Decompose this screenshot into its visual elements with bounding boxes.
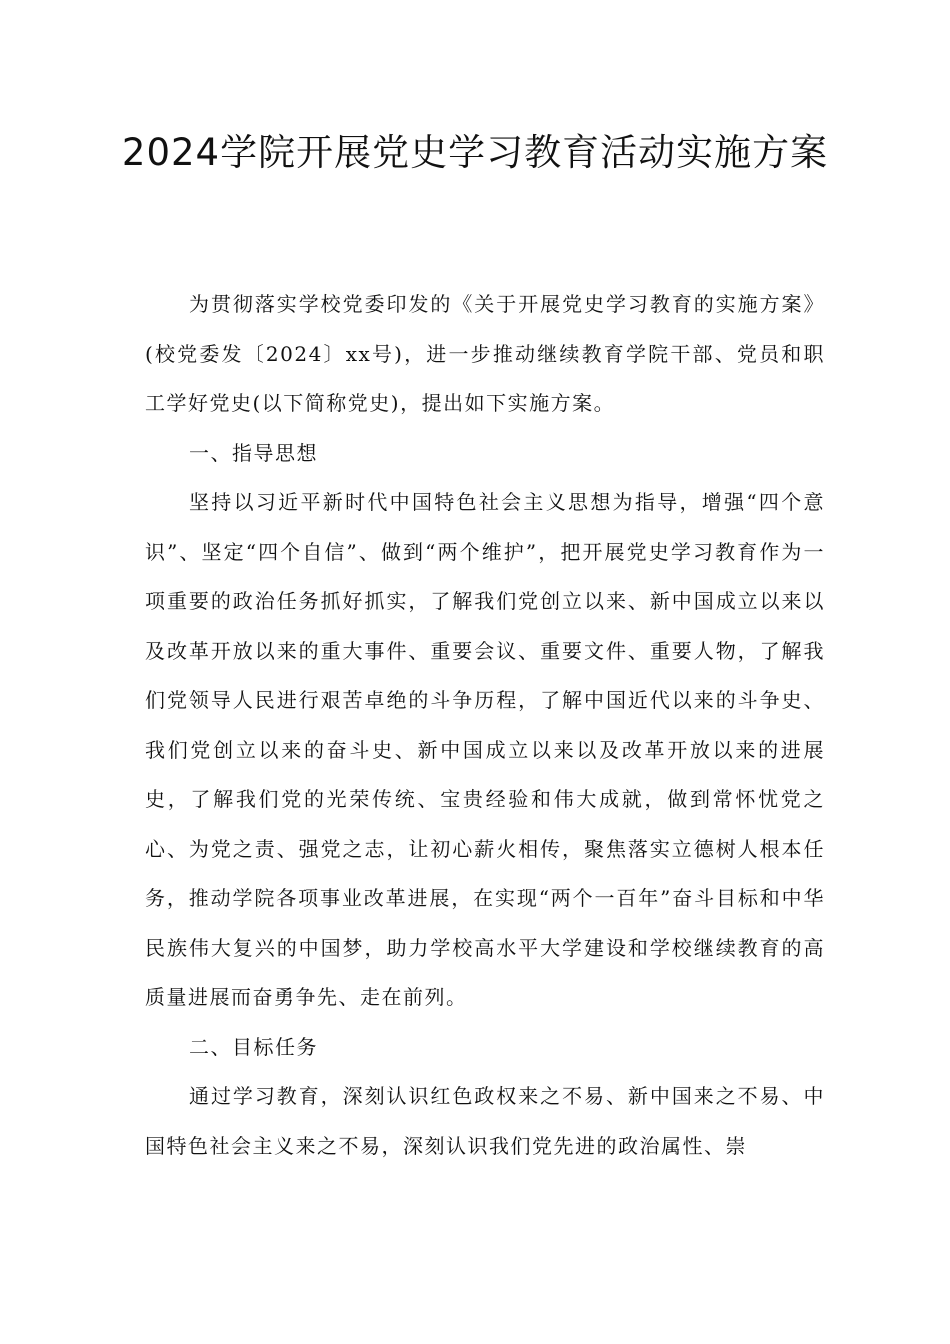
intro-paragraph: 为贯彻落实学校党委印发的《关于开展党史学习教育的实施方案》(校党委发〔2024〕xx号)，进一步推动继续教育学院干部、党员和职工学好党史(以下简称党史)，提出如下实施方案。 xyxy=(145,292,825,415)
section-body-guiding-ideology: 坚持以习近平新时代中国特色社会主义思想为指导，增强“四个意识”、坚定“四个自信”、做到“两个维护”，把开展党史学习教育作为一项重要的政治任务抓好抓实，了解我们党创立以来、新中国成立以来以及改革开放以来的重大事件、重要会议、重要文件、重要人物，了解我们党领导人民进行艰苦卓绝的斗争历程，了解中国近代以来的斗争史、我们党创立以来的奋斗史、新中国成立以来以及改革开放以来的进展史，了解我们党的光荣传统、宝贵经验和伟大成就，做到常怀忧党之心、为党之责、强党之志，让初心薪火相传，聚焦落实立德树人根本任务，推动学院各项事业改革进展，在实现“两个一百年”奋斗目标和中华民族伟大复兴的中国梦，助力学校高水平大学建设和学校继续教育的高质量进展而奋勇争先、走在前列。 xyxy=(145,490,825,1009)
section-heading-goals-tasks: 二、目标任务 xyxy=(189,1034,318,1059)
section-heading-guiding-ideology: 一、指导思想 xyxy=(189,440,318,465)
document-title: 2024学院开展党史学习教育活动实施方案 xyxy=(121,131,829,174)
section-body-goals-tasks: 通过学习教育，深刻认识红色政权来之不易、新中国来之不易、中国特色社会主义来之不易，深刻认识我们党先进的政治属性、崇 xyxy=(145,1084,825,1158)
document-body xyxy=(145,280,825,1171)
